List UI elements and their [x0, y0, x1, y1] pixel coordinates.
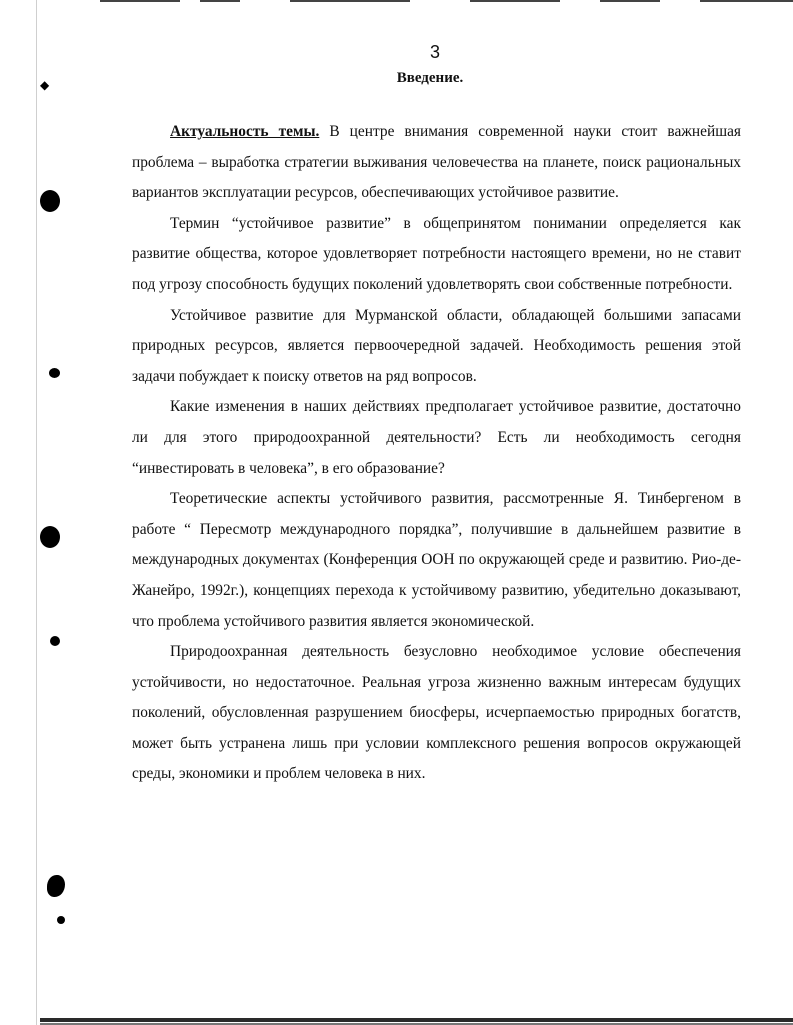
- paragraph-1-text: В центре внимания современной науки стоит важнейшая проблема – выработка стратегии выживания человечества на планете, поиск рациональных вариантов эксплуатации ресурсов, обеспечивающих устойчивое развитие.: [132, 123, 741, 202]
- binder-mark-2: [49, 368, 60, 378]
- paragraph-6: Природоохранная деятельность безусловно необходимое условие обеспечения устойчивости, но недостаточное. Реальная угроза жизненно важным интересам будущих поколений, обусловленная разрушением биосферы, исчерпаемостью природных богатств, может быть устранена лишь при условии комплексного решения вопросов окружающей среды, экономики и проблем человека в них.: [132, 643, 741, 783]
- scan-left-edge: [36, 0, 37, 1025]
- paragraph-3: Устойчивое развитие для Мурманской области, обладающей большими запасами природных ресурсов, является первоочередной задачей. Необходимость решения этой задачи побуждает к поиску ответов на ряд вопросов.: [132, 306, 741, 385]
- binder-mark-5: [57, 916, 65, 924]
- binder-mark-3: [50, 636, 60, 646]
- punch-hole-top: [40, 190, 60, 212]
- body-text: [132, 117, 741, 790]
- binder-mark-1: ◆: [40, 78, 50, 92]
- relevance-label: Актуальность темы.: [170, 123, 320, 140]
- paragraph-2: Термин “устойчивое развитие” в общепринятом понимании определяется как развитие общества, которое удовлетворяет потребности настоящего времени, но не ставит под угрозу способность будущих поколений удовлетворять свои собственные потребности.: [132, 214, 741, 293]
- paragraph-1: [132, 117, 741, 209]
- section-heading: Введение.: [396, 70, 464, 86]
- binder-mark-4: [47, 875, 65, 897]
- punch-hole-middle: [40, 526, 60, 548]
- page-number: 3: [429, 42, 440, 62]
- paragraph-5: Теоретические аспекты устойчивого развития, рассмотренные Я. Тинбергеном в работе “ Пересмотр международного порядка”, получившие в дальнейшем развитие в международных документах (Конференция ООН по окружающей среде и развитию. Рио-де-Жанейро, 1992г.), концепциях перехода к устойчивому развитию, убедительно доказывают, что проблема устойчивого развития является экономической.: [132, 490, 741, 630]
- scan-top-edge: [0, 0, 793, 8]
- paragraph-4: Какие изменения в наших действиях предполагает устойчивое развитие, достаточно ли для этого природоохранной деятельности? Есть ли необходимость сегодня “инвестировать в человека”, в его образование?: [132, 398, 741, 477]
- scan-bottom-edge: [40, 1018, 793, 1022]
